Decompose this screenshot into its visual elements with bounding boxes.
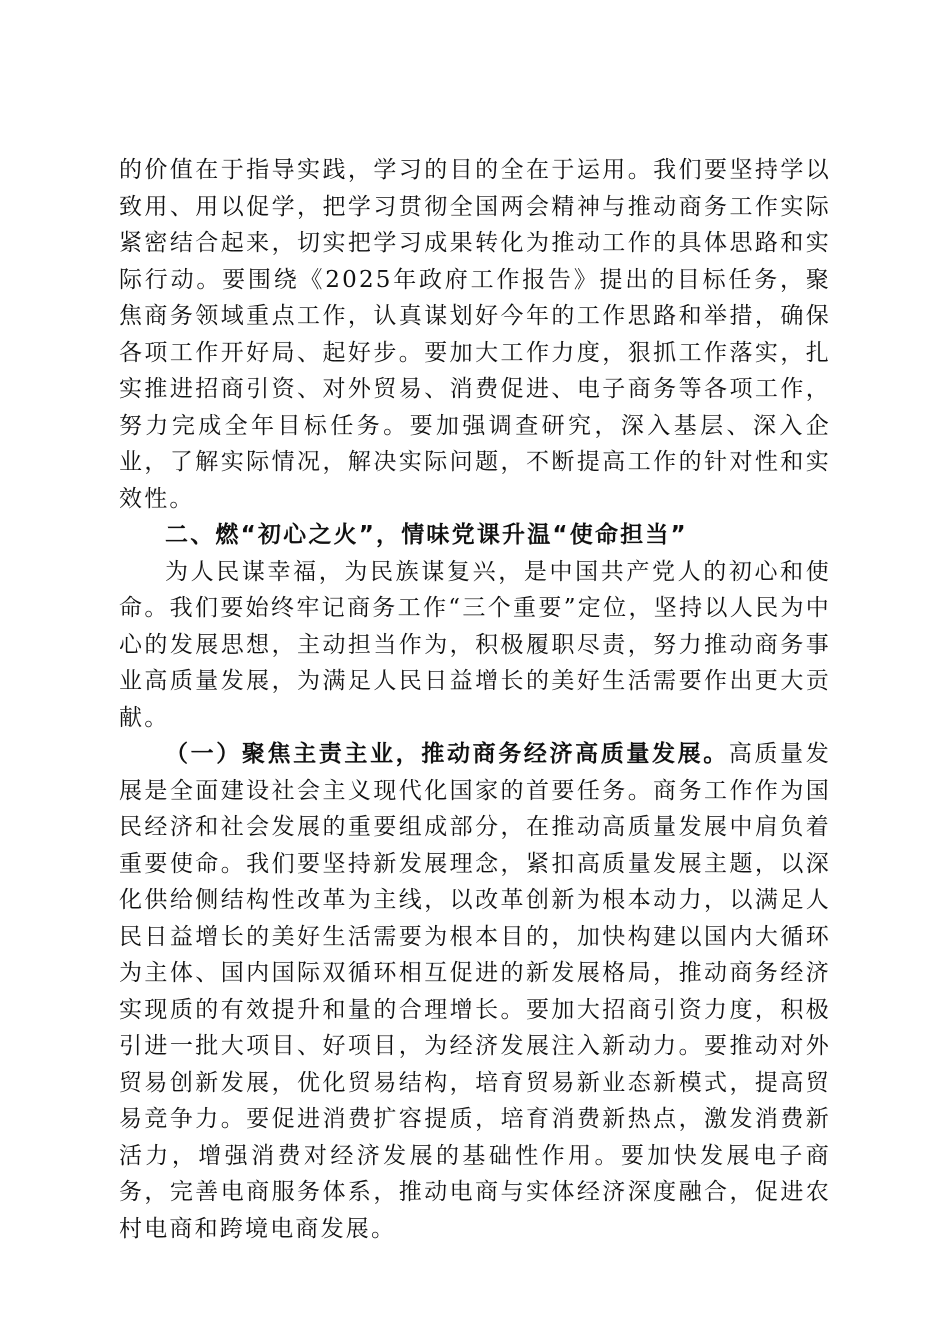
subsection-1 (119, 736, 831, 1247)
paragraph-2: 为人民谋幸福，为民族谋复兴，是中国共产党人的初心和使命。我们要始终牢记商务工作“三个重要”定位，坚持以人民为中心的发展思想，主动担当作为，积极履职尽责，努力推动商务事业高质量发展，为满足人民日益增长的美好生活需要作出更大贡献。 (119, 558, 831, 731)
document-body (119, 152, 831, 1247)
subsection-1-lead: （一）聚焦主责主业，推动商务经济高质量发展。 (165, 740, 729, 767)
subsection-1-body: 高质量发展是全面建设社会主义现代化国家的首要任务。商务工作作为国民经济和社会发展的重要组成部分，在推动高质量发展中肩负着重要使命。我们要坚持新发展理念，紧扣高质量发展主题，以深化供给侧结构性改革为主线，以改革创新为根本动力，以满足人民日益增长的美好生活需要为根本目的，加快构建以国内大循环为主体、国内国际双循环相互促进的新发展格局，推动商务经济实现质的有效提升和量的合理增长。要加大招商引资力度，积极引进一批大项目、好项目，为经济发展注入新动力。要推动对外贸易创新发展，优化贸易结构，培育贸易新业态新模式，提高贸易竞争力。要促进消费扩容提质，培育消费新热点，激发消费新活力，增强消费对经济发展的基础性作用。要加快发展电子商务，完善电商服务体系，推动电商与实体经济深度融合，促进农村电商和跨境电商发展。 (119, 741, 831, 1242)
paragraph-1: 的价值在于指导实践，学习的目的全在于运用。我们要坚持学以致用、用以促学，把学习贯彻全国两会精神与推动商务工作实际紧密结合起来，切实把学习成果转化为推动工作的具体思路和实际行动。要围绕《2025年政府工作报告》提出的目标任务，聚焦商务领域重点工作，认真谋划好今年的工作思路和举措，确保各项工作开好局、起好步。要加大工作力度，狠抓工作落实，扎实推进招商引资、对外贸易、消费促进、电子商务等各项工作，努力完成全年目标任务。要加强调查研究，深入基层、深入企业，了解实际情况，解决实际问题，不断提高工作的针对性和实效性。 (119, 157, 831, 512)
section-heading-2: 二、燃“初心之火”，情味党课升温“使命担当” (165, 522, 688, 548)
